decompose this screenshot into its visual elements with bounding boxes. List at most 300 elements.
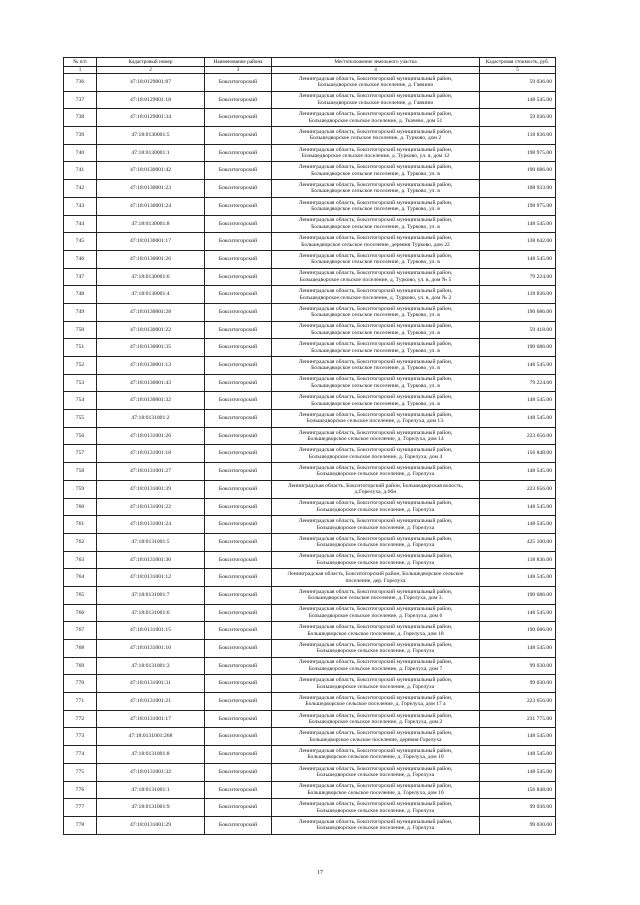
cadastral-number-cell: 47:18:0131001:24 — [97, 516, 205, 534]
location-cell — [272, 410, 480, 428]
row-number-cell: 760 — [64, 498, 97, 516]
cadastral-number-cell: 47:18:0130001:23 — [97, 180, 205, 198]
column-number: 3 — [205, 67, 272, 74]
district-cell: Бокситогорский — [205, 675, 272, 693]
cadastral-number-cell: 47:18:0130001:35 — [97, 339, 205, 357]
cadastral-number-cell: 47:18:0131001:31 — [97, 675, 205, 693]
district-cell: Бокситогорский — [205, 162, 272, 180]
table-row — [64, 551, 556, 569]
location-line: Большедворское сельское поселение, д. Турково, ул. в — [311, 329, 440, 336]
district-cell: Бокситогорский — [205, 180, 272, 198]
row-number-cell: 748 — [64, 286, 97, 304]
location-cell — [272, 710, 480, 728]
cadastral-number-cell: 47:18:0131001:39 — [97, 480, 205, 498]
cadastral-number-cell: 47:18:0131001:30 — [97, 551, 205, 569]
cadastral-value-cell: 148 545.00 — [480, 91, 556, 109]
cadastral-value-cell: 99 036.00 — [480, 799, 556, 817]
cadastral-value-cell: 148 545.00 — [480, 357, 556, 375]
row-number-cell: 747 — [64, 268, 97, 286]
table-row — [64, 374, 556, 392]
district-cell: Бокситогорский — [205, 498, 272, 516]
cadastral-value-cell: 190 686.00 — [480, 339, 556, 357]
cadastral-value-cell: 99 030.00 — [480, 816, 556, 834]
cadastral-value-cell: 223 656.00 — [480, 480, 556, 498]
table-row — [64, 109, 556, 127]
location-line: Ленинградская область, Бокситогорский муниципальный район, — [298, 128, 453, 135]
cadastral-value-cell: 231 775.00 — [480, 710, 556, 728]
cadastral-number-cell: 47:18:0130001:22 — [97, 321, 205, 339]
table-row — [64, 710, 556, 728]
location-cell — [272, 516, 480, 534]
district-cell: Бокситогорский — [205, 693, 272, 711]
location-line: Большедворское сельское поселение, д. Турково, ул. в — [311, 347, 440, 354]
location-line: Ленинградская область, Бокситогорский муниципальный район, — [298, 535, 453, 542]
district-cell: Бокситогорский — [205, 233, 272, 251]
row-number-cell: 741 — [64, 162, 97, 180]
table-row — [64, 339, 556, 357]
location-line: Большедворское сельское поселение, деревня Горелуха — [309, 736, 442, 743]
cadastral-value-cell: 59 036.00 — [480, 109, 556, 127]
row-number-cell: 740 — [64, 144, 97, 162]
location-line: Большедворское сельское поселение, д. Горелуха, дом 7 — [308, 666, 443, 673]
cadastral-number-cell: 47:18:0131001:2 — [97, 410, 205, 428]
cadastral-number-cell: 47:18:0131001:29 — [97, 816, 205, 834]
district-cell: Бокситогорский — [205, 127, 272, 145]
cadastral-value-cell: 138 642.00 — [480, 233, 556, 251]
location-line: Большедворское сельское поселение, д. Турково, ул. в, дом № 5 — [299, 276, 452, 283]
row-number-cell: 736 — [64, 74, 97, 92]
location-line: Большедворское сельское поселение, д. Горелуха, дом 4 — [308, 453, 443, 460]
location-line: Ленинградская область, Бокситогорский район, Большедворское сельское — [287, 571, 464, 577]
row-number-cell: 739 — [64, 127, 97, 145]
location-cell — [272, 91, 480, 109]
district-cell: Бокситогорский — [205, 374, 272, 392]
district-cell: Бокситогорский — [205, 710, 272, 728]
location-line: Ленинградская область, Бокситогорский муниципальный район, — [298, 818, 453, 825]
location-line: Ленинградская область, Бокситогорский муниципальный район, — [298, 641, 453, 648]
district-cell: Бокситогорский — [205, 392, 272, 410]
location-line: Ленинградская область, Бокситогорский муниципальный район, — [298, 694, 453, 701]
row-number-cell: 767 — [64, 622, 97, 640]
column-number: 5 — [480, 67, 556, 74]
row-number-cell: 770 — [64, 675, 97, 693]
district-cell: Бокситогорский — [205, 781, 272, 799]
location-line: Большедворское сельское поселение, д. Горелуха, дом 17 а — [305, 701, 446, 708]
location-line: Большедворское сельское поселение, д. Горелуха — [316, 542, 435, 549]
cadastral-number-cell: 47:18:0131001:27 — [97, 463, 205, 481]
cadastral-number-cell: 47:18:0131001:7 — [97, 586, 205, 604]
cadastral-value-cell: 148 545.00 — [480, 516, 556, 534]
header-cadastral-number: Кадастровый номер — [97, 58, 205, 67]
cadastral-number-cell: 47:18:0131001:32 — [97, 763, 205, 781]
header-location: Местоположение земельного участка — [272, 58, 480, 67]
cadastral-value-table — [63, 57, 556, 835]
cadastral-number-cell: 47:18:0130001:6 — [97, 268, 205, 286]
cadastral-number-cell: 47:18:0131001:6 — [97, 604, 205, 622]
location-cell — [272, 445, 480, 463]
cadastral-value-cell: 148 545.00 — [480, 746, 556, 764]
location-cell — [272, 746, 480, 764]
cadastral-value-cell: 198 975.00 — [480, 197, 556, 215]
table-row — [64, 675, 556, 693]
table-row — [64, 569, 556, 587]
location-line: Большедворское сельское поселение, д. Гавчино — [317, 100, 434, 107]
location-line: Большедворское сельское поселение, д. Горелуха — [316, 648, 435, 655]
cadastral-number-cell: 47:18:0130001:8 — [97, 215, 205, 233]
cadastral-value-cell: 148 545.00 — [480, 763, 556, 781]
location-line: Ленинградская область, Бокситогорский муниципальный район, — [298, 252, 453, 259]
table-row — [64, 286, 556, 304]
location-line: Большедворское сельское поселение, д. Турково, ул. в — [311, 206, 440, 213]
table-row — [64, 604, 556, 622]
location-cell — [272, 498, 480, 516]
table-row — [64, 480, 556, 498]
location-line: Ленинградская область, Бокситогорский муниципальный район, — [298, 624, 453, 631]
location-cell — [272, 427, 480, 445]
table-row — [64, 498, 556, 516]
cadastral-number-cell: 47:18:0131001:9 — [97, 799, 205, 817]
cadastral-value-cell: 118 836.00 — [480, 551, 556, 569]
location-line: Большедворское сельское поселение, д. Горелуха, дом 13. — [306, 418, 445, 425]
row-number-cell: 765 — [64, 586, 97, 604]
location-cell — [272, 392, 480, 410]
cadastral-number-cell: 47:18:0131001:10 — [97, 640, 205, 658]
cadastral-value-cell: 99 030.00 — [480, 675, 556, 693]
table-row — [64, 197, 556, 215]
column-number-row — [64, 67, 556, 74]
location-line: Большедворское сельское поселение, д. Ткачево, дом 51 — [308, 117, 443, 124]
table-row — [64, 586, 556, 604]
location-line: Большедворское сельское поселение, д. Турково, ул. в — [311, 365, 440, 372]
location-line: Большедворское сельское поселение, д. Горелуха — [316, 559, 435, 566]
cadastral-number-cell: 47:18:0129001:18 — [97, 91, 205, 109]
column-number: 1 — [64, 67, 97, 74]
district-cell: Бокситогорский — [205, 250, 272, 268]
location-cell — [272, 657, 480, 675]
district-cell: Бокситогорский — [205, 551, 272, 569]
row-number-cell: 750 — [64, 321, 97, 339]
row-number-cell: 764 — [64, 569, 97, 587]
row-number-cell: 761 — [64, 516, 97, 534]
cadastral-number-cell: 47:18:0130001:42 — [97, 162, 205, 180]
location-line: Ленинградская область, Бокситогорский муниципальный район, — [298, 588, 453, 595]
row-number-cell: 746 — [64, 250, 97, 268]
location-line: Большедворское сельское поселение, д. Турково, дом 2 — [309, 135, 442, 142]
district-cell: Бокситогорский — [205, 816, 272, 834]
cadastral-value-cell: 118 836.00 — [480, 286, 556, 304]
district-cell: Бокситогорский — [205, 427, 272, 445]
location-cell — [272, 233, 480, 251]
location-cell — [272, 533, 480, 551]
cadastral-number-cell: 47:18:0129001:34 — [97, 109, 205, 127]
district-cell: Бокситогорский — [205, 604, 272, 622]
location-line: Ленинградская область, Бокситогорский район, Большедворская волость, — [287, 482, 464, 489]
location-line: Ленинградская область, Бокситогорский муниципальный район, — [298, 765, 453, 772]
row-number-cell: 757 — [64, 445, 97, 463]
cadastral-value-cell: 156 848.00 — [480, 445, 556, 463]
location-line: Ленинградская область, Бокситогорский муниципальный район, — [298, 606, 453, 613]
location-cell — [272, 569, 480, 587]
table-row — [64, 268, 556, 286]
cadastral-value-cell: 223 656.00 — [480, 427, 556, 445]
location-cell — [272, 763, 480, 781]
cadastral-value-cell: 148 545.00 — [480, 410, 556, 428]
district-cell: Бокситогорский — [205, 569, 272, 587]
district-cell: Бокситогорский — [205, 586, 272, 604]
location-line: Ленинградская область, Бокситогорский муниципальный район, — [298, 747, 453, 754]
table-row — [64, 357, 556, 375]
cadastral-number-cell: 47:18:0131001:268 — [97, 728, 205, 746]
cadastral-value-cell: 148 545.00 — [480, 498, 556, 516]
cadastral-number-cell: 47:18:0131001:18 — [97, 445, 205, 463]
table-row — [64, 533, 556, 551]
cadastral-value-cell: 118 836.00 — [480, 127, 556, 145]
location-line: Ленинградская область, Бокситогорский муниципальный район, — [298, 305, 453, 312]
row-number-cell: 755 — [64, 410, 97, 428]
location-cell — [272, 109, 480, 127]
district-cell: Бокситогорский — [205, 410, 272, 428]
table-row — [64, 321, 556, 339]
cadastral-value-cell: 148 545.00 — [480, 250, 556, 268]
cadastral-value-cell: 198 975.00 — [480, 144, 556, 162]
table-row — [64, 250, 556, 268]
location-cell — [272, 215, 480, 233]
table-row — [64, 233, 556, 251]
location-cell — [272, 268, 480, 286]
cadastral-value-cell: 79 224.00 — [480, 268, 556, 286]
location-cell — [272, 586, 480, 604]
location-line: Большедворское сельское поселение, д. Горелуха, дом 10 — [307, 789, 444, 796]
location-cell — [272, 374, 480, 392]
table-header-row — [64, 58, 556, 67]
district-cell: Бокситогорский — [205, 339, 272, 357]
location-line: Большедворское сельское поселение, д. Горелуха — [316, 506, 435, 513]
location-cell — [272, 127, 480, 145]
table-row — [64, 180, 556, 198]
location-line: Большедворское сельское поселение, д. Гавчино — [317, 82, 434, 89]
cadastral-value-cell: 59 418.00 — [480, 321, 556, 339]
location-line: Ленинградская область, Бокситогорский муниципальный район, — [298, 288, 453, 294]
cadastral-value-cell: 99 030.00 — [480, 657, 556, 675]
location-line: Ленинградская область, Бокситогорский муниципальный район, — [298, 75, 453, 82]
row-number-cell: 744 — [64, 215, 97, 233]
row-number-cell: 762 — [64, 533, 97, 551]
location-line: Ленинградская область, Бокситогорский муниципальный район, — [298, 677, 453, 684]
cadastral-value-cell: 148 545.00 — [480, 569, 556, 587]
row-number-cell: 778 — [64, 816, 97, 834]
location-line: Ленинградская область, Бокситогорский муниципальный район, — [298, 234, 453, 241]
cadastral-number-cell: 47:18:0131001:8 — [97, 746, 205, 764]
row-number-cell: 769 — [64, 657, 97, 675]
location-line: Ленинградская область, Бокситогорский муниципальный район, — [298, 429, 453, 436]
cadastral-number-cell: 47:18:0131001:5 — [97, 533, 205, 551]
location-line: Ленинградская область, Бокситогорский муниципальный район, — [298, 93, 453, 100]
location-cell — [272, 357, 480, 375]
location-line: Большедворское сельское поселение, д. Горелуха — [316, 807, 435, 814]
row-number-cell: 738 — [64, 109, 97, 127]
cadastral-value-cell: 223 656.00 — [480, 693, 556, 711]
table-row — [64, 127, 556, 145]
cadastral-value-cell: 148 545.00 — [480, 604, 556, 622]
location-cell — [272, 321, 480, 339]
location-cell — [272, 781, 480, 799]
district-cell: Бокситогорский — [205, 622, 272, 640]
location-line: Большедворское сельское поселение, д. Горелуха, дом 2 — [308, 719, 443, 726]
location-cell — [272, 197, 480, 215]
cadastral-number-cell: 47:18:0130001:17 — [97, 233, 205, 251]
row-number-cell: 752 — [64, 357, 97, 375]
location-line: Большедворское сельское поселение, д. Турково, ул. в, дом № 2 — [299, 294, 452, 301]
district-cell: Бокситогорский — [205, 728, 272, 746]
row-number-cell: 759 — [64, 480, 97, 498]
district-cell: Бокситогорский — [205, 286, 272, 304]
row-number-cell: 768 — [64, 640, 97, 658]
column-number: 4 — [272, 67, 480, 74]
cadastral-number-cell: 47:18:0130001:32 — [97, 392, 205, 410]
table-row — [64, 693, 556, 711]
cadastral-number-cell: 47:18:0130001:13 — [97, 357, 205, 375]
cadastral-number-cell: 47:18:0130001:28 — [97, 303, 205, 321]
location-line: Большедворское сельское поселение, д. Горелуха — [316, 683, 435, 690]
row-number-cell: 745 — [64, 233, 97, 251]
cadastral-value-cell: 148 545.00 — [480, 392, 556, 410]
row-number-cell: 758 — [64, 463, 97, 481]
location-line: Большедворское сельское поселение, д. Горелуха, дом 10 — [307, 754, 444, 761]
location-cell — [272, 180, 480, 198]
location-line: Ленинградская область, Бокситогорский муниципальный район, — [298, 394, 453, 401]
table-row — [64, 91, 556, 109]
cadastral-value-cell: 148 545.00 — [480, 463, 556, 481]
location-line: Ленинградская область, Бокситогорский муниципальный район, — [298, 517, 453, 524]
location-line: Большедворское сельское поселение, д. Турково, ул. в — [311, 188, 440, 195]
district-cell: Бокситогорский — [205, 746, 272, 764]
district-cell: Бокситогорский — [205, 799, 272, 817]
location-line: Ленинградская область, Бокситогорский муниципальный район, — [298, 730, 453, 737]
location-cell — [272, 551, 480, 569]
cadastral-number-cell: 47:18:0131001:22 — [97, 498, 205, 516]
location-cell — [272, 339, 480, 357]
table-row — [64, 427, 556, 445]
location-line: Ленинградская область, Бокситогорский муниципальный район, — [298, 447, 453, 454]
district-cell: Бокситогорский — [205, 197, 272, 215]
cadastral-value-cell: 190 686.00 — [480, 303, 556, 321]
district-cell: Бокситогорский — [205, 109, 272, 127]
cadastral-number-cell: 47:18:0129001:87 — [97, 74, 205, 92]
district-cell: Бокситогорский — [205, 91, 272, 109]
table-row — [64, 215, 556, 233]
district-cell: Бокситогорский — [205, 268, 272, 286]
location-cell — [272, 799, 480, 817]
location-cell — [272, 675, 480, 693]
header-district: Наименование района — [205, 58, 272, 67]
location-line: Большедворское сельское поселение, д. Горелуха, дом 14 — [307, 436, 444, 443]
location-line: Ленинградская область, Бокситогорский муниципальный район, — [298, 712, 453, 719]
district-cell: Бокситогорский — [205, 763, 272, 781]
cadastral-value-cell: 148 545.00 — [480, 640, 556, 658]
row-number-cell: 763 — [64, 551, 97, 569]
table-row — [64, 303, 556, 321]
location-line: Большедворское сельское поселение, д. Горелуха — [316, 471, 435, 478]
location-line: Ленинградская область, Бокситогорский муниципальный район, — [298, 199, 453, 206]
cadastral-value-cell: 59 036.00 — [480, 74, 556, 92]
location-line: Большедворское сельское поселение, д. Горелуха — [316, 825, 435, 832]
location-line: Ленинградская область, Бокситогорский муниципальный район, — [298, 553, 453, 560]
location-line: Ленинградская область, Бокситогорский муниципальный район, — [298, 411, 453, 418]
table-row — [64, 516, 556, 534]
cadastral-number-cell: 47:18:0130001:26 — [97, 250, 205, 268]
row-number-cell: 753 — [64, 374, 97, 392]
table-row — [64, 463, 556, 481]
location-cell — [272, 144, 480, 162]
cadastral-value-cell: 108 933.00 — [480, 180, 556, 198]
location-line: Ленинградская область, Бокситогорский муниципальный район, — [298, 341, 453, 348]
district-cell: Бокситогорский — [205, 480, 272, 498]
location-line: Ленинградская область, Бокситогорский муниципальный район, — [298, 270, 453, 277]
district-cell: Бокситогорский — [205, 215, 272, 233]
cadastral-number-cell: 47:18:0131001:21 — [97, 693, 205, 711]
district-cell: Бокситогорский — [205, 144, 272, 162]
cadastral-number-cell: 47:18:0131001:17 — [97, 710, 205, 728]
district-cell: Бокситогорский — [205, 657, 272, 675]
location-line: Ленинградская область, Бокситогорский муниципальный район, — [298, 500, 453, 507]
location-line: Ленинградская область, Бокситогорский муниципальный район, — [298, 800, 453, 807]
table-row — [64, 640, 556, 658]
location-line: Ленинградская область, Бокситогорский муниципальный район, — [298, 111, 453, 118]
location-line: Ленинградская область, Бокситогорский муниципальный район, — [298, 358, 453, 365]
location-cell — [272, 640, 480, 658]
table-row — [64, 799, 556, 817]
location-cell — [272, 604, 480, 622]
location-line: Ленинградская область, Бокситогорский муниципальный район, — [298, 376, 453, 383]
table-row — [64, 445, 556, 463]
location-line: Большедворское сельское поселение, деревня Турково, дом 22 — [301, 241, 450, 248]
cadastral-number-cell: 47:18:0130001:5 — [97, 127, 205, 145]
row-number-cell: 777 — [64, 799, 97, 817]
row-number-cell: 771 — [64, 693, 97, 711]
district-cell: Бокситогорский — [205, 303, 272, 321]
row-number-cell: 773 — [64, 728, 97, 746]
cadastral-value-cell: 79 224.00 — [480, 374, 556, 392]
row-number-cell: 742 — [64, 180, 97, 198]
cadastral-value-cell: 190 686.00 — [480, 622, 556, 640]
cadastral-number-cell: 47:18:0131001:12 — [97, 569, 205, 587]
location-cell — [272, 74, 480, 92]
district-cell: Бокситогорский — [205, 533, 272, 551]
table-body — [64, 74, 556, 835]
cadastral-number-cell: 47:18:0131001:26 — [97, 427, 205, 445]
header-cadastral-value: Кадастровая стоимость, руб. — [480, 58, 556, 67]
location-line: Ленинградская область, Бокситогорский муниципальный район, — [298, 181, 453, 188]
table-row — [64, 657, 556, 675]
row-number-cell: 743 — [64, 197, 97, 215]
header-row-number: № п/п — [64, 58, 97, 67]
district-cell: Бокситогорский — [205, 74, 272, 92]
location-line: Ленинградская область, Бокситогорский муниципальный район, — [298, 323, 453, 330]
table-row — [64, 816, 556, 834]
location-line: Ленинградская область, Бокситогорский муниципальный район, — [298, 146, 453, 153]
location-line: Большедворское сельское поселение, д. Турково, ул. в — [311, 259, 440, 266]
cadastral-number-cell: 47:18:0131001:3 — [97, 657, 205, 675]
location-line: Большедворское сельское поселение, д. Турково, ул. в — [311, 400, 440, 407]
location-line: Большедворское сельское поселение, д. Турково, ул. в, дом 12 — [301, 153, 450, 160]
table-row — [64, 410, 556, 428]
table-row — [64, 74, 556, 92]
location-cell — [272, 816, 480, 834]
cadastral-value-cell: 148 545.00 — [480, 215, 556, 233]
cadastral-number-cell: 47:18:0130001:4 — [97, 286, 205, 304]
row-number-cell: 737 — [64, 91, 97, 109]
location-line: Ленинградская область, Бокситогорский муниципальный район, — [298, 164, 453, 171]
